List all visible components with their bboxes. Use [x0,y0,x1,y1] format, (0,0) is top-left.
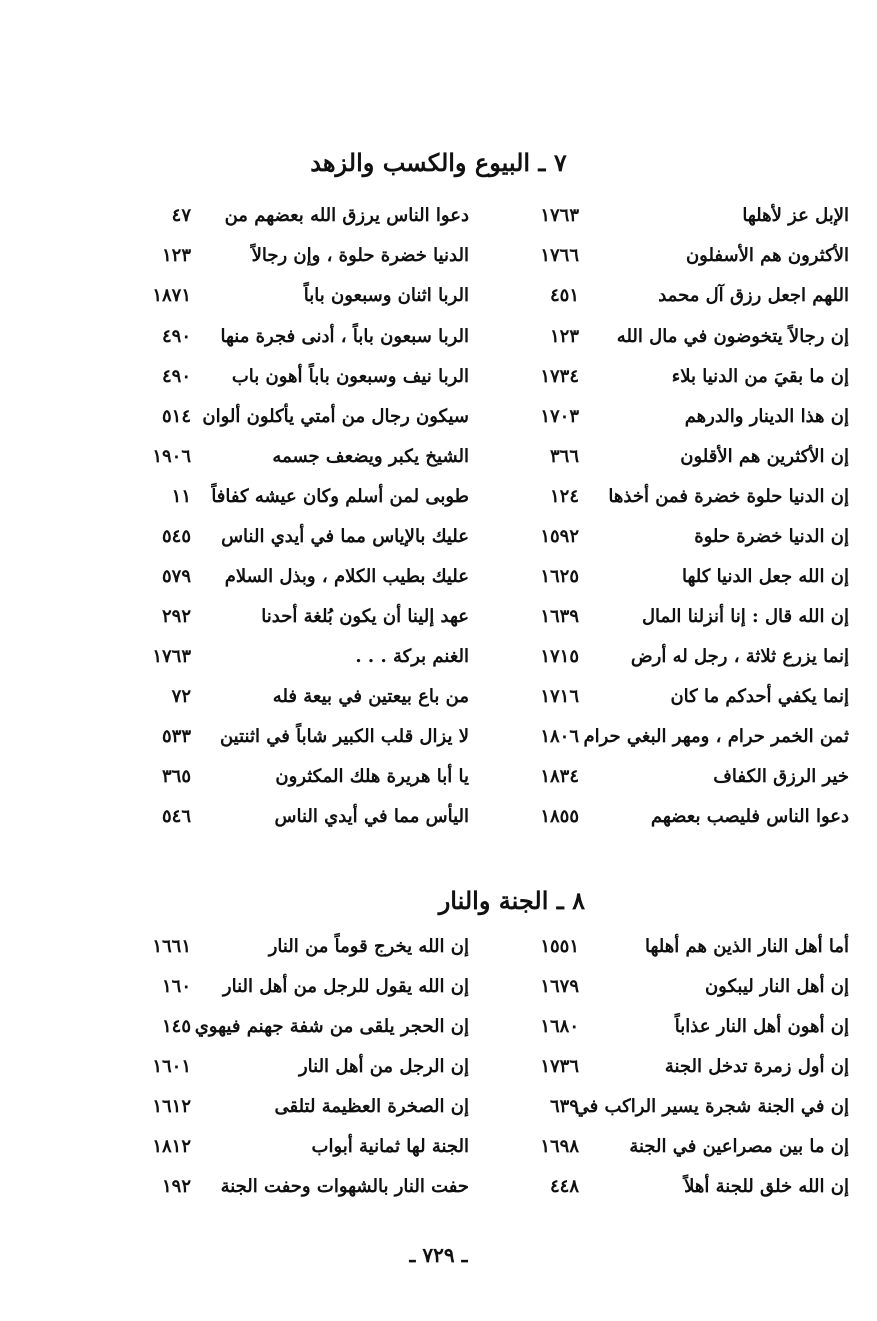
hadith-number: ١٦٧٩ [540,976,579,997]
index-row [0,798,877,836]
hadith-number: ١٩٠٦ [152,446,191,467]
index-row [0,358,877,396]
hadith-number: ١٧٣٦ [540,1056,579,1077]
hadith-number: ٣٦٦ [549,446,579,467]
hadith-title: من باع بيعتين في بيعة فله [272,686,469,707]
hadith-number: ١٧١٦ [540,686,579,707]
hadith-number: ١٩٢ [161,1176,191,1197]
hadith-number: ١٦٣٩ [540,606,579,627]
hadith-number: ١٦٦١ [152,936,191,957]
hadith-title: أما أهل النار الذين هم أهلها [644,936,849,957]
hadith-title: إن رجالاً يتخوضون في مال الله [616,326,849,347]
hadith-number: ١٨١٢ [152,1136,191,1157]
hadith-number: ٤٥١ [549,285,579,306]
index-row [0,1088,877,1126]
index-row [0,638,877,676]
hadith-number: ٤٩٠ [161,326,191,347]
index-row [0,438,877,476]
hadith-number: ١٢٣ [549,326,579,347]
index-row [0,1168,877,1206]
hadith-title: عهد إلينا أن يكون بُلغة أحدنا [261,606,469,627]
hadith-title: دعوا الناس يرزق الله بعضهم من [224,205,469,226]
hadith-title: دعوا الناس فليصب بعضهم [650,806,849,827]
hadith-title: إن الله يخرج قوماً من النار [268,936,469,957]
hadith-number: ٦٣٩ [549,1096,579,1117]
hadith-title: إن الله جعل الدنيا كلها [682,566,849,587]
hadith-number: ١٥٩٢ [540,526,579,547]
hadith-number: ١٨٠٦ [540,726,579,747]
hadith-title: عليك بالإياس مما في أيدي الناس [221,526,469,547]
hadith-number: ٥١٤ [161,406,191,427]
page-number: ـ ٧٢٩ ـ [409,1243,468,1267]
index-row [0,398,877,436]
hadith-number: ١٢٤ [549,486,579,507]
hadith-title: الربا اثنان وسبعون باباً [303,285,469,306]
hadith-title: لا يزال قلب الكبير شاباً في اثنتين [219,726,469,747]
hadith-title: إن الله قال : إنا أنزلنا المال [641,606,849,627]
index-row [0,718,877,756]
hadith-number: ٤٧ [171,205,191,226]
section-7-heading: ٧ ـ البيوع والكسب والزهد [310,148,567,177]
hadith-number: ١٧٠٣ [540,406,579,427]
index-row [0,197,877,235]
index-row [0,928,877,966]
hadith-title: إن الرجل من أهل النار [298,1056,469,1077]
hadith-number: ٥٧٩ [161,566,191,587]
hadith-title: يا أبا هريرة هلك المكثرون [275,766,469,787]
hadith-title: الغنم بركة . . . [355,646,469,667]
index-row [0,277,877,315]
hadith-title: إن هذا الدينار والدرهم [684,406,849,427]
hadith-number: ١٤٥ [161,1016,191,1037]
hadith-title: إن أهون أهل النار عذاباً [674,1016,849,1037]
hadith-number: ١٦٩٨ [540,1136,579,1157]
hadith-title: إنما يزرع ثلاثة ، رجل له أرض [630,646,849,667]
hadith-title: إن في الجنة شجرة يسير الراكب في [574,1096,849,1117]
index-row [0,237,877,275]
hadith-number: ١٨٣٤ [540,766,579,787]
hadith-number: ٥٤٥ [161,526,191,547]
index-row [0,558,877,596]
hadith-number: ٧٢ [171,686,191,707]
hadith-number: ١٨٧١ [152,285,191,306]
hadith-number: ١٦١٢ [152,1096,191,1117]
hadith-title: سيكون رجال من أمتي يأكلون ألوان [202,406,469,427]
hadith-title: إن الله يقول للرجل من أهل النار [222,976,469,997]
hadith-title: الربا نيف وسبعون باباً أهون باب [231,366,469,387]
hadith-number: ٤٤٨ [549,1176,579,1197]
hadith-title: عليك بطيب الكلام ، وبذل السلام [224,566,469,587]
index-row [0,758,877,796]
hadith-title: الربا سبعون باباً ، أدنى فجرة منها [220,326,469,347]
hadith-title: حفت النار بالشهوات وحفت الجنة [220,1176,469,1197]
hadith-number: ١٧٦٣ [152,646,191,667]
hadith-title: الأكثرون هم الأسفلون [685,245,849,266]
hadith-number: ١٧٦٦ [540,245,579,266]
hadith-title: إن الدنيا حلوة خضرة فمن أخذها [608,486,849,507]
hadith-title: إن أهل النار ليبكون [704,976,849,997]
hadith-number: ١٥٥١ [540,936,579,957]
hadith-title: الجنة لها ثمانية أبواب [311,1136,469,1157]
hadith-number: ٥٤٦ [161,806,191,827]
section-8-heading: ٨ ـ الجنة والنار [438,886,585,915]
hadith-number: ١٧٦٣ [540,205,579,226]
index-row [0,1008,877,1046]
hadith-number: ١٨٥٥ [540,806,579,827]
hadith-title: إن الصخرة العظيمة لتلقى [274,1096,469,1117]
hadith-title: إن ما بين مصراعين في الجنة [629,1136,849,1157]
index-row [0,678,877,716]
index-row [0,968,877,1006]
index-row [0,1128,877,1166]
hadith-title: إن أول زمرة تدخل الجنة [664,1056,849,1077]
hadith-number: ١٢٣ [161,245,191,266]
index-row [0,1048,877,1086]
hadith-title: إن ما بقيَ من الدنيا بلاء [671,366,849,387]
hadith-title: إن الدنيا خضرة حلوة [694,526,849,547]
hadith-number: ١٧١٥ [540,646,579,667]
hadith-title: خير الرزق الكفاف [713,766,849,787]
hadith-title: إن الأكثرين هم الأقلون [680,446,849,467]
hadith-title: ثمن الخمر حرام ، ومهر البغي حرام [583,726,849,747]
hadith-title: إن الله خلق للجنة أهلاً [684,1176,849,1197]
index-row [0,518,877,556]
hadith-title: اليأس مما في أيدي الناس [274,806,469,827]
hadith-number: ١٦٨٠ [540,1016,579,1037]
hadith-title: الشيخ يكبر ويضعف جسمه [272,446,469,467]
hadith-number: ٣٦٥ [161,766,191,787]
index-row [0,598,877,636]
hadith-number: ٢٩٢ [161,606,191,627]
hadith-number: ١٦٠١ [152,1056,191,1077]
hadith-number: ١٧٣٤ [540,366,579,387]
hadith-title: طوبى لمن أسلم وكان عيشه كفافاً [211,486,469,507]
hadith-number: ١١ [171,486,191,507]
index-row [0,478,877,516]
hadith-number: ١٦٢٥ [540,566,579,587]
hadith-title: الدنيا خضرة حلوة ، وإن رجالاً [251,245,469,266]
index-row [0,318,877,356]
hadith-number: ٥٣٣ [161,726,191,747]
hadith-number: ٤٩٠ [161,366,191,387]
hadith-number: ١٦٠ [161,976,191,997]
hadith-title: اللهم اجعل رزق آل محمد [658,285,849,306]
hadith-title: الإبل عز لأهلها [742,205,849,226]
hadith-title: إنما يكفي أحدكم ما كان [670,686,849,707]
hadith-title: إن الحجر يلقى من شفة جهنم فيهوي [194,1016,469,1037]
